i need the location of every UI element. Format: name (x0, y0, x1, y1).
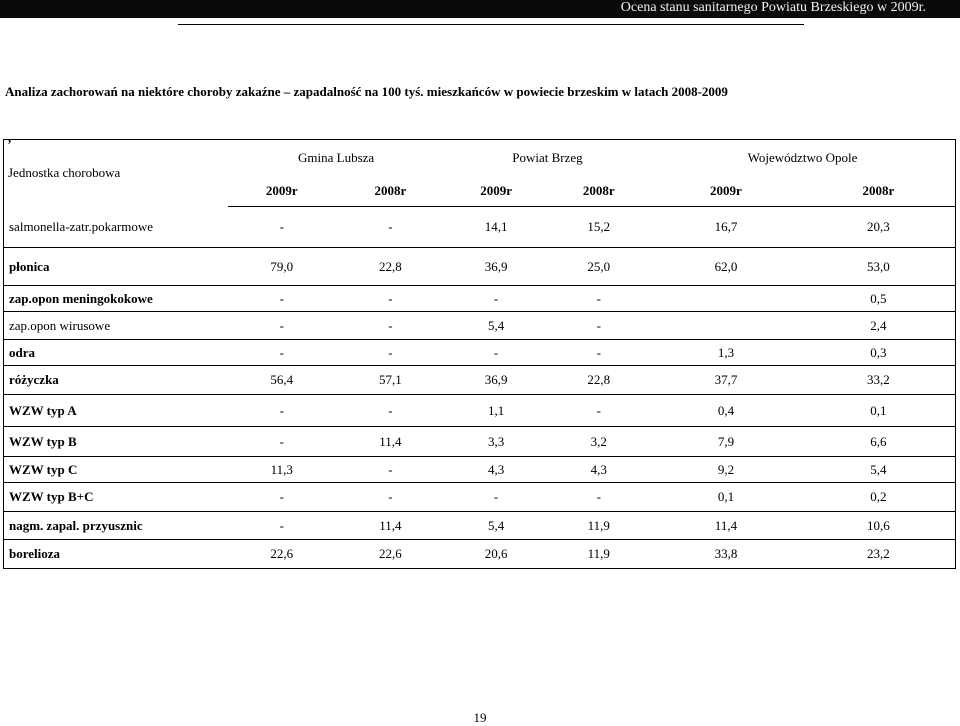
header-rule (178, 24, 804, 25)
row-label: odra (4, 340, 228, 366)
table-cell: - (547, 483, 650, 512)
year-header: 2009r (228, 176, 337, 206)
table-cell: 11,9 (547, 512, 650, 540)
table-cell: - (336, 286, 445, 312)
table-cell: - (228, 427, 337, 457)
table-cell: 7,9 (650, 427, 802, 457)
table-cell: - (336, 312, 445, 340)
table-body (4, 206, 956, 569)
table-cell: 1,3 (650, 340, 802, 366)
running-header-bar (0, 0, 960, 18)
group-header-wojewodztwo: Województwo Opole (747, 150, 858, 166)
table-cell: 33,2 (802, 366, 956, 395)
table-cell: 14,1 (445, 206, 548, 248)
table-cell: - (336, 457, 445, 483)
table-cell: 5,4 (445, 312, 548, 340)
row-label: WZW typ B+C (4, 483, 228, 512)
page-number: 19 (473, 710, 487, 725)
table-cell: 33,8 (650, 540, 802, 569)
group-header-gmina: Gmina Lubsza (298, 150, 375, 166)
table-cell: - (336, 483, 445, 512)
table-cell: 10,6 (802, 512, 956, 540)
table-cell: 22,8 (547, 366, 650, 395)
year-header: 2008r (802, 176, 956, 206)
table-cell: - (228, 312, 337, 340)
table-row (4, 312, 956, 340)
table-cell: 56,4 (228, 366, 337, 395)
table-cell: - (228, 340, 337, 366)
table-cell: - (547, 286, 650, 312)
table-cell: - (445, 483, 548, 512)
table-cell: 0,3 (802, 340, 956, 366)
table-row (4, 286, 956, 312)
table-row (4, 206, 956, 248)
table-row (4, 248, 956, 286)
table-cell: 4,3 (547, 457, 650, 483)
group-header-powiat: Powiat Brzeg (512, 150, 583, 166)
row-header-label: Jednostka chorobowa (8, 165, 121, 180)
year-header: 2008r (547, 176, 650, 206)
table-cell: 15,2 (547, 206, 650, 248)
table-cell: - (228, 512, 337, 540)
table-row (4, 366, 956, 395)
table-cell: - (445, 340, 548, 366)
table-cell: 5,4 (445, 512, 548, 540)
table-cell: 36,9 (445, 366, 548, 395)
stray-punctuation: , (8, 130, 12, 145)
table-cell: 37,7 (650, 366, 802, 395)
table-cell: 53,0 (802, 248, 956, 286)
table-cell: 11,4 (336, 427, 445, 457)
year-header: 2009r (445, 176, 548, 206)
table-cell: 5,4 (802, 457, 956, 483)
year-header: 2009r (650, 176, 802, 206)
table-cell: - (336, 340, 445, 366)
document-title: Analiza zachorowań na niektóre choroby zakaźne – zapadalność na 100 tyś. mieszkańców w powiecie brzeskim w latach 2008-2009 (5, 84, 728, 99)
table-cell: - (336, 206, 445, 248)
table-cell: - (547, 395, 650, 427)
table-cell (650, 286, 802, 312)
table-cell: 11,4 (336, 512, 445, 540)
table-row (4, 483, 956, 512)
table-cell: 1,1 (445, 395, 548, 427)
table-cell (650, 312, 802, 340)
table-cell: - (228, 206, 337, 248)
row-label: WZW typ B (4, 427, 228, 457)
incidence-table (3, 139, 956, 569)
row-label: WZW typ A (4, 395, 228, 427)
row-label: borelioza (4, 540, 228, 569)
table-row (4, 340, 956, 366)
table-cell: 6,6 (802, 427, 956, 457)
table-cell: 0,1 (650, 483, 802, 512)
table-cell: 0,2 (802, 483, 956, 512)
table-row (4, 427, 956, 457)
table-cell: - (547, 340, 650, 366)
table-cell: - (228, 286, 337, 312)
table-row (4, 395, 956, 427)
table-cell: 22,8 (336, 248, 445, 286)
table-cell: 0,5 (802, 286, 956, 312)
table-cell: 11,9 (547, 540, 650, 569)
table-cell: - (445, 286, 548, 312)
row-label: salmonella-zatr.pokarmowe (4, 206, 228, 248)
table-cell: 16,7 (650, 206, 802, 248)
row-label: płonica (4, 248, 228, 286)
table-cell: 20,6 (445, 540, 548, 569)
row-label: zap.opon meningokokowe (4, 286, 228, 312)
table-cell: 23,2 (802, 540, 956, 569)
table-cell: 3,2 (547, 427, 650, 457)
table-row (4, 540, 956, 569)
table-group-header-row (4, 140, 956, 177)
table-cell: 57,1 (336, 366, 445, 395)
table-row (4, 457, 956, 483)
year-header: 2008r (336, 176, 445, 206)
table-cell: 62,0 (650, 248, 802, 286)
running-header-title: Ocena stanu sanitarnego Powiatu Brzeskiego w 2009r. (620, 0, 926, 15)
table-cell: 36,9 (445, 248, 548, 286)
table-cell: 25,0 (547, 248, 650, 286)
table-cell: 4,3 (445, 457, 548, 483)
row-label: zap.opon wirusowe (4, 312, 228, 340)
table-cell: 11,3 (228, 457, 337, 483)
table-cell: - (228, 395, 337, 427)
table-cell: - (336, 395, 445, 427)
table-cell: 9,2 (650, 457, 802, 483)
table-cell: 2,4 (802, 312, 956, 340)
table-cell: - (547, 312, 650, 340)
table-cell: 20,3 (802, 206, 956, 248)
table-row (4, 512, 956, 540)
table-cell: 0,4 (650, 395, 802, 427)
row-label: nagm. zapal. przyusznic (4, 512, 228, 540)
table-cell: 22,6 (336, 540, 445, 569)
table-cell: - (228, 483, 337, 512)
table-cell: 3,3 (445, 427, 548, 457)
table-cell: 11,4 (650, 512, 802, 540)
table-cell: 0,1 (802, 395, 956, 427)
table-cell: 22,6 (228, 540, 337, 569)
row-label: WZW typ C (4, 457, 228, 483)
row-label: różyczka (4, 366, 228, 395)
table-cell: 79,0 (228, 248, 337, 286)
